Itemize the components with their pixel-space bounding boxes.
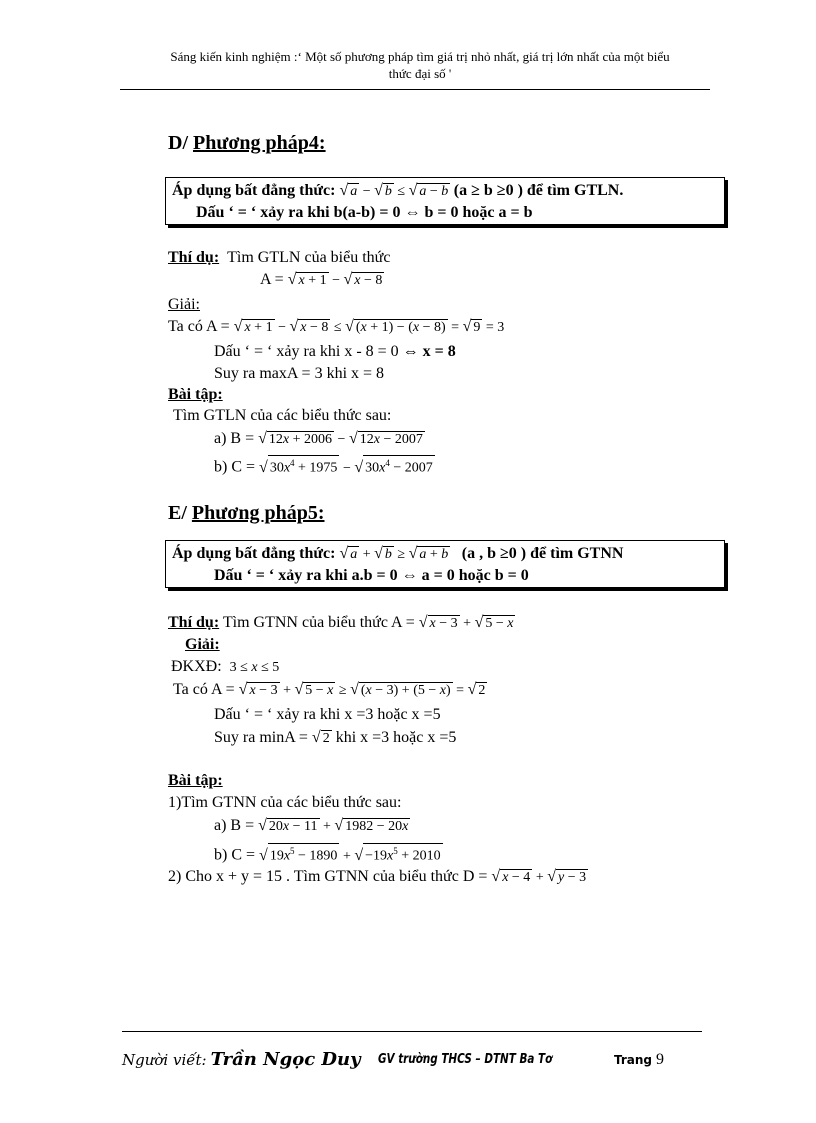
section-e-heading: [168, 502, 324, 525]
exercise-d-b-label: b) C =: [214, 458, 256, 476]
exercise-e-a: a) B = √ 20x − 11 + √ 1982 − 20x: [214, 817, 409, 834]
section-d-box-line-2: Dấu ‘ = ‘ xảy ra khi b(a-b) = 0 ⇔ b = 0 hoặc a = b: [196, 204, 533, 221]
solution-d-label: Giải:: [168, 296, 200, 313]
section-d-title: Phương pháp4:: [193, 132, 326, 154]
footer-author: [122, 1049, 361, 1070]
solution-e-label: Giải:: [185, 636, 220, 653]
exercise-d-b: b) C = √ $30x^4 + 1975$ − √ $30x^4 - 2007$: [214, 455, 435, 477]
inequality-formula-d: √ a − √ b ≤ √ a − b: [339, 182, 449, 199]
exercise-e-2: 2) Cho x + y = 15 . Tìm GTNN của biểu thức D = √ x − 4 + √ y − 3: [168, 868, 587, 885]
footer-school: GV trường THCS – DTNT Ba Tơ: [378, 1052, 553, 1067]
exercise-e-2-text: 2) Cho x + y = 15 . Tìm GTNN của biểu thức D =: [168, 868, 488, 885]
box-e-lead: Áp dụng bất đẳng thức:: [172, 545, 336, 562]
section-e-prefix: E/: [168, 502, 187, 524]
section-d-heading: [168, 132, 326, 155]
exercise-d-a: a) B = √ 12x + 2006 − √ 12x − 2007: [214, 430, 423, 447]
box-e-condition: (a , b ≥0 ) để tìm GTNN: [461, 545, 624, 562]
solution-e-taco: Ta có A =: [173, 681, 235, 698]
box-d-condition: (a ≥ b ≥0 ) để tìm GTLN.: [453, 182, 624, 199]
footer-divider: [122, 1031, 702, 1032]
exercise-e-a-label: a) B =: [214, 817, 255, 834]
solution-e-dkxd-label: ĐKXĐ:: [171, 658, 222, 675]
solution-d-equality: [214, 343, 456, 361]
section-e-box-line-1: [172, 545, 623, 563]
page-header: [120, 48, 720, 82]
solution-d-line-1: Ta có A = √ x + 1 − √ x − 8 ≤ √ (x + 1) − (x − 8) = √ 9 = 3: [168, 318, 505, 335]
example-d-text: Tìm GTLN của biểu thức: [227, 249, 391, 266]
example-d-label: Thí dụ:: [168, 249, 220, 266]
section-e-box: [165, 540, 725, 588]
section-d-box: [165, 177, 725, 225]
solution-e-line-1: Ta có A = √ x − 3 + √ 5 − x ≥ √ (x − 3) + (5 − x) = √ 2: [173, 681, 486, 698]
section-e-box-line-2: Dấu ‘ = ‘ xảy ra khi a.b = 0 ⇔ a = 0 hoặc b = 0: [214, 567, 529, 584]
exercise-e-b-label: b) C =: [214, 846, 256, 864]
solution-d-conclusion: Suy ra maxA = 3 khi x = 8: [214, 365, 385, 382]
section-e-title: Phương pháp5:: [191, 502, 325, 524]
example-d: [168, 249, 390, 267]
solution-e-dkxd: ĐKXĐ: 3 ≤ x ≤ 5: [171, 658, 280, 675]
solution-d-equality-text: Dấu ‘ = ‘ xảy ra khi x - 8 = 0 ⇔: [214, 343, 419, 360]
exercise-e-label: Bài tập:: [168, 772, 223, 789]
footer-author-name: Trần Ngọc Duy: [210, 1049, 361, 1070]
header-line-1: Sáng kiến kinh nghiệm :‘ Một số phương pháp tìm giá trị nhỏ nhất, giá trị lớn nhất của một biểu: [170, 49, 670, 64]
example-d-formula: A = √ x + 1 − √ x − 8: [260, 271, 383, 288]
header-line-2: thức đại số ': [388, 66, 452, 81]
example-e: Thí dụ: Tìm GTNN của biểu thức A = √ x − 3 + √ 5 − x: [168, 614, 514, 631]
header-divider: [120, 89, 710, 90]
footer-page: [614, 1051, 664, 1069]
example-e-text: Tìm GTNN của biểu thức A =: [222, 614, 415, 631]
footer-page-number: 9: [656, 1051, 665, 1068]
exercise-d-a-label: a) B =: [214, 430, 255, 447]
section-d-box-line-1: [172, 182, 623, 200]
example-e-label: Thí dụ:: [168, 614, 220, 631]
solution-d-taco: Ta có A =: [168, 318, 230, 335]
box-d-lead: Áp dụng bất đẳng thức:: [172, 182, 336, 199]
exercise-d-label: Bài tập:: [168, 386, 223, 403]
exercise-e-text: 1)Tìm GTNN của các biểu thức sau:: [168, 794, 402, 811]
solution-d-equality-bold: x = 8: [422, 343, 456, 360]
footer-author-label: Người viết:: [122, 1051, 207, 1069]
solution-e-equality: Dấu ‘ = ‘ xảy ra khi x =3 hoặc x =5: [214, 706, 441, 723]
exercise-e-b: b) C = √ $19x^5 - 1890$ + √ $-19x^5 + 2010$: [214, 843, 443, 865]
solution-e-conclusion: Suy ra minA = √ 2 khi x =3 hoặc x =5: [214, 729, 457, 746]
exercise-d-text: Tìm GTLN của các biểu thức sau:: [173, 407, 392, 424]
footer-page-label: Trang: [614, 1053, 653, 1067]
solution-e-conclusion-post: khi x =3 hoặc x =5: [335, 729, 457, 746]
section-d-prefix: D/: [168, 132, 188, 154]
solution-e-conclusion-pre: Suy ra minA =: [214, 729, 308, 746]
inequality-formula-e: √ a + √ b ≥ √ a + b: [339, 545, 449, 562]
